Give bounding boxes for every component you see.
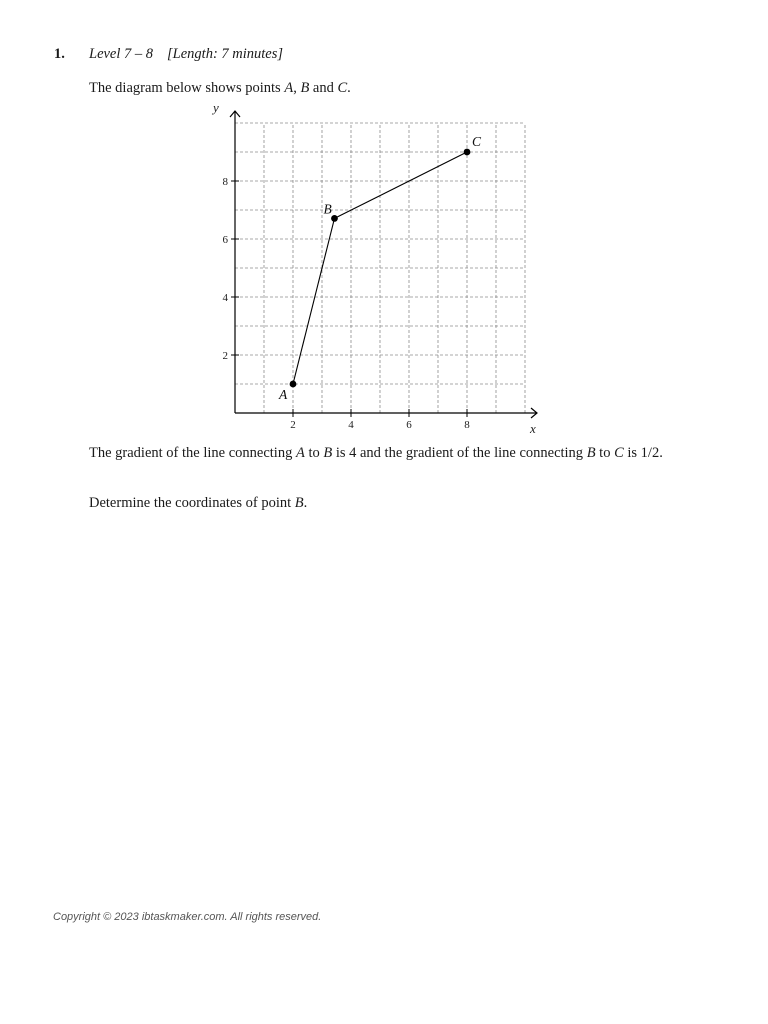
intro-point-c: C [337,80,348,96]
gradient-to-1: to [304,445,324,461]
intro-point-a: A [284,80,294,96]
task-text: Determine the coordinates of point [89,495,295,511]
x-tick-label: 6 [406,419,412,431]
y-axis-label: y [213,100,219,115]
gradient-to-2: to [595,445,615,461]
segment-ab [293,218,334,384]
question-level: Level 7 – 8 [89,46,154,62]
intro-paragraph [89,79,669,97]
point-a [290,381,297,388]
x-tick-label: 4 [348,419,354,431]
x-axis-label: x [530,421,536,436]
axes [211,100,537,436]
point-label-c: C [472,134,482,149]
y-tick-label: 8 [222,176,228,188]
point-b [331,215,338,222]
y-tick-label: 4 [222,292,228,304]
task-end: . [303,495,308,511]
coordinate-diagram [200,100,550,440]
gradient-text-1: The gradient of the line connecting [89,445,296,461]
question-length: [Length: 7 minutes] [167,46,284,62]
intro-comma: , [293,80,301,96]
task-paragraph [89,494,669,512]
gradient-point-b-1: B [323,445,333,461]
intro-and: and [309,80,338,96]
task-point-b: B [294,495,304,511]
copyright-footer: Copyright © 2023 ibtaskmaker.com. All rights reserved. [53,911,322,923]
question-header [54,46,283,63]
y-tick-label: 6 [222,234,228,246]
gradient-text-2: is 4 and the gradient of the line connecting [332,445,587,461]
gradient-text-3: is 1/2. [623,445,663,461]
question-number: 1. [54,46,65,62]
intro-text: The diagram below shows points [89,80,285,96]
grid-lines [235,123,525,413]
point-label-b: B [323,201,332,217]
x-tick-label: 8 [464,419,470,431]
segment-bc [334,152,467,218]
tick-marks [223,176,471,431]
y-tick-label: 2 [222,350,228,362]
gradient-point-a: A [295,445,305,461]
gradient-point-c: C [614,445,624,461]
x-tick-label: 2 [290,419,296,431]
intro-point-b: B [300,80,310,96]
point-c [464,149,471,156]
intro-end: . [347,80,351,96]
point-label-a: A [279,387,288,402]
gradient-point-b-2: B [586,445,596,461]
gradient-paragraph [89,444,669,462]
